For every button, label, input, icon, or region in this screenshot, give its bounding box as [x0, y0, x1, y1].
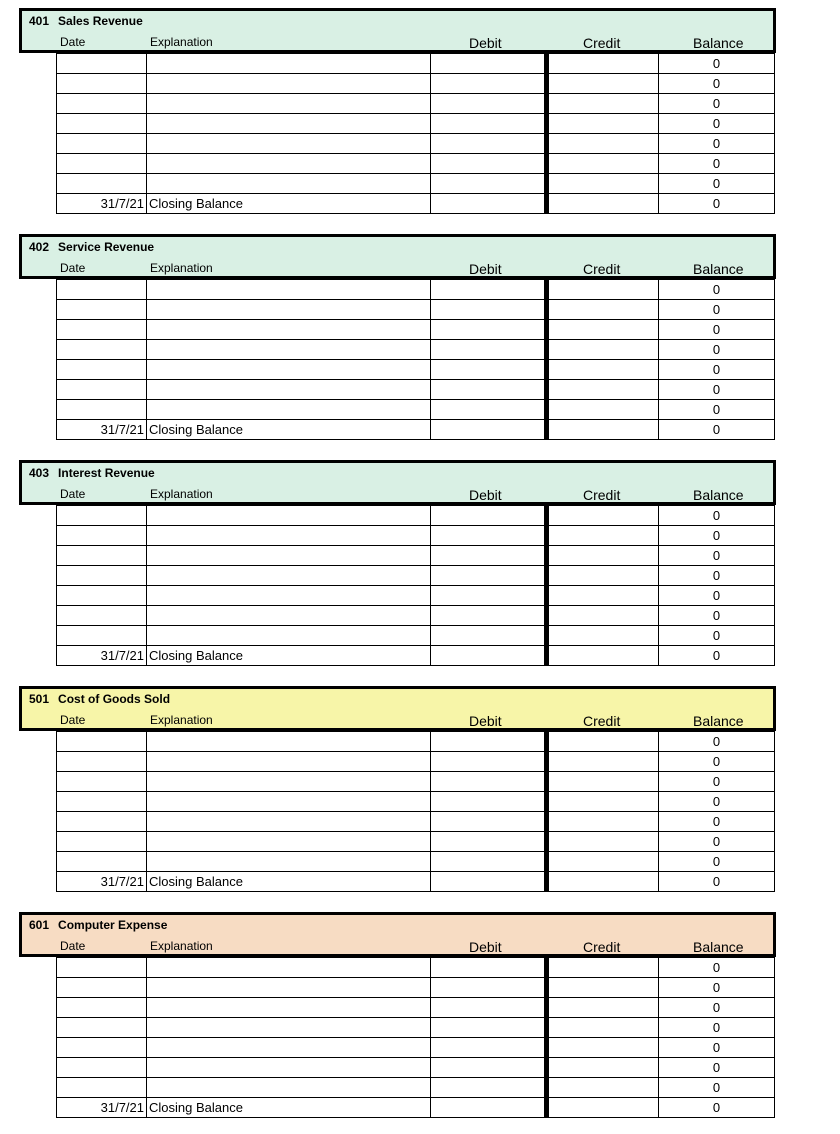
credit-cell[interactable]	[547, 606, 659, 626]
date-cell[interactable]	[57, 772, 147, 792]
account-title	[29, 14, 143, 28]
explanation-cell[interactable]	[147, 74, 431, 94]
explanation-cell[interactable]	[147, 360, 431, 380]
date-cell[interactable]	[57, 154, 147, 174]
table-row	[57, 1098, 775, 1118]
explanation-cell[interactable]	[147, 752, 431, 772]
debit-cell[interactable]	[431, 526, 547, 546]
table-row	[57, 74, 775, 94]
date-cell[interactable]	[57, 606, 147, 626]
explanation-cell[interactable]	[147, 978, 431, 998]
debit-column-header: Debit	[469, 487, 502, 503]
credit-cell[interactable]	[547, 832, 659, 852]
explanation-cell[interactable]: Closing Balance	[147, 646, 431, 666]
credit-cell[interactable]	[547, 154, 659, 174]
debit-cell[interactable]	[431, 1058, 547, 1078]
table-row	[57, 400, 775, 420]
account-number: 601	[29, 918, 50, 932]
table-row	[57, 1058, 775, 1078]
explanation-cell[interactable]	[147, 1078, 431, 1098]
explanation-cell[interactable]	[147, 1058, 431, 1078]
table-row	[57, 320, 775, 340]
balance-cell[interactable]: 0	[659, 174, 775, 194]
debit-cell[interactable]	[431, 154, 547, 174]
table-row	[57, 380, 775, 400]
account-number: 401	[29, 14, 50, 28]
explanation-cell[interactable]	[147, 320, 431, 340]
balance-cell[interactable]: 0	[659, 1018, 775, 1038]
table-row	[57, 54, 775, 74]
ledger-402	[19, 234, 776, 441]
table-row	[57, 194, 775, 214]
balance-cell[interactable]: 0	[659, 54, 775, 74]
date-column-header: Date	[60, 35, 86, 49]
credit-cell[interactable]	[547, 852, 659, 872]
credit-cell[interactable]	[547, 626, 659, 646]
table-row	[57, 114, 775, 134]
debit-cell[interactable]	[431, 546, 547, 566]
date-column-header: Date	[60, 713, 86, 727]
date-cell[interactable]	[57, 586, 147, 606]
balance-cell[interactable]: 0	[659, 280, 775, 300]
debit-cell[interactable]	[431, 1078, 547, 1098]
date-cell[interactable]	[57, 546, 147, 566]
date-column-header: Date	[60, 487, 86, 501]
table-row	[57, 852, 775, 872]
table-row	[57, 340, 775, 360]
explanation-cell[interactable]	[147, 174, 431, 194]
explanation-cell[interactable]	[147, 340, 431, 360]
date-cell[interactable]: 31/7/21	[57, 646, 147, 666]
date-cell[interactable]	[57, 360, 147, 380]
table-row	[57, 832, 775, 852]
debit-column-header: Debit	[469, 713, 502, 729]
explanation-cell[interactable]	[147, 958, 431, 978]
explanation-cell[interactable]	[147, 586, 431, 606]
account-title	[29, 466, 155, 480]
debit-column-header: Debit	[469, 35, 502, 51]
balance-cell[interactable]: 0	[659, 1098, 775, 1118]
debit-cell[interactable]	[431, 958, 547, 978]
credit-cell[interactable]	[547, 280, 659, 300]
balance-cell[interactable]: 0	[659, 94, 775, 114]
explanation-cell[interactable]	[147, 280, 431, 300]
balance-column-header: Balance	[693, 939, 744, 955]
table-row	[57, 280, 775, 300]
explanation-cell[interactable]: Closing Balance	[147, 1098, 431, 1118]
credit-cell[interactable]	[547, 1098, 659, 1118]
date-column-header: Date	[60, 261, 86, 275]
account-name: Cost of Goods Sold	[58, 692, 171, 706]
credit-cell[interactable]	[547, 74, 659, 94]
explanation-cell[interactable]	[147, 300, 431, 320]
date-column-header: Date	[60, 939, 86, 953]
date-cell[interactable]	[57, 300, 147, 320]
table-row	[57, 174, 775, 194]
date-cell[interactable]: 31/7/21	[57, 1098, 147, 1118]
credit-cell[interactable]	[547, 1018, 659, 1038]
debit-cell[interactable]	[431, 1098, 547, 1118]
date-cell[interactable]	[57, 1058, 147, 1078]
table-row	[57, 998, 775, 1018]
credit-cell[interactable]	[547, 506, 659, 526]
balance-cell[interactable]: 0	[659, 606, 775, 626]
balance-cell[interactable]: 0	[659, 646, 775, 666]
balance-cell[interactable]: 0	[659, 380, 775, 400]
credit-cell[interactable]	[547, 400, 659, 420]
credit-cell[interactable]	[547, 380, 659, 400]
date-cell[interactable]	[57, 54, 147, 74]
account-title	[29, 240, 154, 254]
balance-cell[interactable]: 0	[659, 74, 775, 94]
date-cell[interactable]	[57, 852, 147, 872]
credit-cell[interactable]	[547, 566, 659, 586]
debit-cell[interactable]	[431, 360, 547, 380]
credit-cell[interactable]	[547, 978, 659, 998]
credit-cell[interactable]	[547, 646, 659, 666]
explanation-cell[interactable]	[147, 1038, 431, 1058]
debit-cell[interactable]	[431, 812, 547, 832]
date-cell[interactable]	[57, 792, 147, 812]
ledger-header	[19, 8, 776, 53]
debit-cell[interactable]	[431, 280, 547, 300]
balance-cell[interactable]: 0	[659, 732, 775, 752]
ledger-table	[56, 731, 775, 892]
date-cell[interactable]	[57, 94, 147, 114]
table-row	[57, 300, 775, 320]
debit-cell[interactable]	[431, 732, 547, 752]
table-row	[57, 154, 775, 174]
explanation-cell[interactable]	[147, 526, 431, 546]
ledger-403	[19, 460, 776, 667]
credit-cell[interactable]	[547, 134, 659, 154]
debit-cell[interactable]	[431, 852, 547, 872]
table-row	[57, 546, 775, 566]
debit-cell[interactable]	[431, 772, 547, 792]
table-row	[57, 94, 775, 114]
table-row	[57, 1038, 775, 1058]
debit-cell[interactable]	[431, 74, 547, 94]
balance-cell[interactable]: 0	[659, 506, 775, 526]
balance-column-header: Balance	[693, 35, 744, 51]
credit-cell[interactable]	[547, 812, 659, 832]
credit-cell[interactable]	[547, 360, 659, 380]
credit-cell[interactable]	[547, 958, 659, 978]
credit-cell[interactable]	[547, 998, 659, 1018]
explanation-cell[interactable]	[147, 566, 431, 586]
balance-cell[interactable]: 0	[659, 300, 775, 320]
date-cell[interactable]	[57, 626, 147, 646]
credit-cell[interactable]	[547, 1058, 659, 1078]
balance-cell[interactable]: 0	[659, 626, 775, 646]
account-name: Service Revenue	[58, 240, 155, 254]
date-cell[interactable]	[57, 812, 147, 832]
table-row	[57, 606, 775, 626]
date-cell[interactable]	[57, 1018, 147, 1038]
explanation-cell[interactable]	[147, 792, 431, 812]
credit-column-header: Credit	[583, 261, 621, 277]
date-cell[interactable]	[57, 566, 147, 586]
debit-cell[interactable]	[431, 380, 547, 400]
explanation-column-header: Explanation	[150, 261, 213, 275]
ledger-table	[56, 53, 775, 214]
balance-cell[interactable]: 0	[659, 872, 775, 892]
debit-cell[interactable]	[431, 114, 547, 134]
explanation-cell[interactable]	[147, 94, 431, 114]
explanation-cell[interactable]	[147, 732, 431, 752]
explanation-column-header: Explanation	[150, 939, 213, 953]
explanation-cell[interactable]	[147, 606, 431, 626]
explanation-cell[interactable]	[147, 626, 431, 646]
balance-column-header: Balance	[693, 487, 744, 503]
explanation-cell[interactable]	[147, 400, 431, 420]
explanation-cell[interactable]	[147, 812, 431, 832]
account-title	[29, 918, 167, 932]
date-cell[interactable]	[57, 958, 147, 978]
explanation-cell[interactable]	[147, 772, 431, 792]
table-row	[57, 626, 775, 646]
table-row	[57, 1078, 775, 1098]
debit-cell[interactable]	[431, 998, 547, 1018]
explanation-column-header: Explanation	[150, 487, 213, 501]
balance-cell[interactable]: 0	[659, 134, 775, 154]
credit-cell[interactable]	[547, 526, 659, 546]
ledger-table	[56, 279, 775, 440]
balance-cell[interactable]: 0	[659, 114, 775, 134]
ledger-table	[56, 505, 775, 666]
table-row	[57, 752, 775, 772]
explanation-cell[interactable]	[147, 134, 431, 154]
balance-cell[interactable]: 0	[659, 320, 775, 340]
balance-column-header: Balance	[693, 713, 744, 729]
date-cell[interactable]	[57, 732, 147, 752]
date-cell[interactable]	[57, 380, 147, 400]
explanation-cell[interactable]: Closing Balance	[147, 194, 431, 214]
explanation-column-header: Explanation	[150, 35, 213, 49]
balance-cell[interactable]: 0	[659, 812, 775, 832]
balance-cell[interactable]: 0	[659, 586, 775, 606]
credit-cell[interactable]	[547, 114, 659, 134]
balance-cell[interactable]: 0	[659, 566, 775, 586]
date-cell[interactable]	[57, 752, 147, 772]
account-name: Sales Revenue	[58, 14, 143, 28]
table-row	[57, 646, 775, 666]
ledger-header	[19, 912, 776, 957]
credit-cell[interactable]	[547, 94, 659, 114]
debit-cell[interactable]	[431, 94, 547, 114]
table-row	[57, 772, 775, 792]
explanation-cell[interactable]	[147, 832, 431, 852]
table-row	[57, 872, 775, 892]
credit-cell[interactable]	[547, 1078, 659, 1098]
explanation-cell[interactable]	[147, 380, 431, 400]
credit-cell[interactable]	[547, 300, 659, 320]
debit-cell[interactable]	[431, 792, 547, 812]
date-cell[interactable]	[57, 832, 147, 852]
debit-cell[interactable]	[431, 400, 547, 420]
credit-column-header: Credit	[583, 487, 621, 503]
balance-column-header: Balance	[693, 261, 744, 277]
table-row	[57, 506, 775, 526]
credit-cell[interactable]	[547, 194, 659, 214]
date-cell[interactable]: 31/7/21	[57, 194, 147, 214]
debit-cell[interactable]	[431, 194, 547, 214]
debit-cell[interactable]	[431, 566, 547, 586]
table-row	[57, 586, 775, 606]
debit-cell[interactable]	[431, 340, 547, 360]
credit-cell[interactable]	[547, 320, 659, 340]
credit-cell[interactable]	[547, 546, 659, 566]
credit-cell[interactable]	[547, 340, 659, 360]
date-cell[interactable]	[57, 1078, 147, 1098]
date-cell[interactable]	[57, 978, 147, 998]
account-number: 403	[29, 466, 50, 480]
credit-cell[interactable]	[547, 772, 659, 792]
debit-cell[interactable]	[431, 1018, 547, 1038]
account-number: 402	[29, 240, 50, 254]
table-row	[57, 792, 775, 812]
debit-column-header: Debit	[469, 261, 502, 277]
credit-cell[interactable]	[547, 1038, 659, 1058]
credit-cell[interactable]	[547, 586, 659, 606]
debit-cell[interactable]	[431, 606, 547, 626]
table-row	[57, 978, 775, 998]
credit-cell[interactable]	[547, 54, 659, 74]
balance-cell[interactable]: 0	[659, 546, 775, 566]
account-name: Interest Revenue	[58, 466, 155, 480]
debit-cell[interactable]	[431, 174, 547, 194]
debit-cell[interactable]	[431, 1038, 547, 1058]
credit-column-header: Credit	[583, 713, 621, 729]
debit-cell[interactable]	[431, 872, 547, 892]
date-cell[interactable]	[57, 400, 147, 420]
explanation-cell[interactable]	[147, 506, 431, 526]
debit-cell[interactable]	[431, 586, 547, 606]
ledger-501	[19, 686, 776, 893]
date-cell[interactable]	[57, 74, 147, 94]
balance-cell[interactable]: 0	[659, 154, 775, 174]
date-cell[interactable]	[57, 134, 147, 154]
balance-cell[interactable]: 0	[659, 194, 775, 214]
balance-cell[interactable]: 0	[659, 1038, 775, 1058]
credit-cell[interactable]	[547, 174, 659, 194]
explanation-cell[interactable]	[147, 114, 431, 134]
date-cell[interactable]	[57, 174, 147, 194]
credit-cell[interactable]	[547, 732, 659, 752]
debit-cell[interactable]	[431, 978, 547, 998]
balance-cell[interactable]: 0	[659, 832, 775, 852]
credit-cell[interactable]	[547, 792, 659, 812]
credit-cell[interactable]	[547, 872, 659, 892]
debit-cell[interactable]	[431, 300, 547, 320]
balance-cell[interactable]: 0	[659, 340, 775, 360]
ledger-header	[19, 234, 776, 279]
table-row	[57, 812, 775, 832]
debit-cell[interactable]	[431, 320, 547, 340]
ledger-header	[19, 460, 776, 505]
explanation-cell[interactable]	[147, 998, 431, 1018]
debit-cell[interactable]	[431, 752, 547, 772]
balance-cell[interactable]: 0	[659, 1078, 775, 1098]
debit-cell[interactable]	[431, 420, 547, 440]
date-cell[interactable]	[57, 506, 147, 526]
balance-cell[interactable]: 0	[659, 772, 775, 792]
balance-cell[interactable]: 0	[659, 852, 775, 872]
credit-column-header: Credit	[583, 35, 621, 51]
explanation-cell[interactable]	[147, 54, 431, 74]
table-row	[57, 360, 775, 380]
table-row	[57, 1018, 775, 1038]
balance-cell[interactable]: 0	[659, 1058, 775, 1078]
balance-cell[interactable]: 0	[659, 958, 775, 978]
credit-column-header: Credit	[583, 939, 621, 955]
debit-cell[interactable]	[431, 626, 547, 646]
debit-column-header: Debit	[469, 939, 502, 955]
table-row	[57, 134, 775, 154]
explanation-column-header: Explanation	[150, 713, 213, 727]
explanation-cell[interactable]	[147, 852, 431, 872]
account-name: Computer Expense	[58, 918, 168, 932]
debit-cell[interactable]	[431, 54, 547, 74]
account-number: 501	[29, 692, 50, 706]
ledger-table	[56, 957, 775, 1118]
table-row	[57, 732, 775, 752]
explanation-cell[interactable]: Closing Balance	[147, 420, 431, 440]
ledger-header	[19, 686, 776, 731]
date-cell[interactable]	[57, 280, 147, 300]
date-cell[interactable]	[57, 998, 147, 1018]
credit-cell[interactable]	[547, 752, 659, 772]
balance-cell[interactable]: 0	[659, 752, 775, 772]
balance-cell[interactable]: 0	[659, 420, 775, 440]
balance-cell[interactable]: 0	[659, 978, 775, 998]
balance-cell[interactable]: 0	[659, 792, 775, 812]
date-cell[interactable]	[57, 114, 147, 134]
date-cell[interactable]: 31/7/21	[57, 420, 147, 440]
debit-cell[interactable]	[431, 832, 547, 852]
account-title	[29, 692, 170, 706]
debit-cell[interactable]	[431, 506, 547, 526]
ledger-601	[19, 912, 776, 1119]
balance-cell[interactable]: 0	[659, 400, 775, 420]
balance-cell[interactable]: 0	[659, 526, 775, 546]
explanation-cell[interactable]	[147, 546, 431, 566]
date-cell[interactable]	[57, 320, 147, 340]
balance-cell[interactable]: 0	[659, 360, 775, 380]
balance-cell[interactable]: 0	[659, 998, 775, 1018]
credit-cell[interactable]	[547, 420, 659, 440]
explanation-cell[interactable]	[147, 154, 431, 174]
table-row	[57, 420, 775, 440]
debit-cell[interactable]	[431, 134, 547, 154]
explanation-cell[interactable]: Closing Balance	[147, 872, 431, 892]
table-row	[57, 566, 775, 586]
date-cell[interactable]: 31/7/21	[57, 872, 147, 892]
date-cell[interactable]	[57, 340, 147, 360]
date-cell[interactable]	[57, 1038, 147, 1058]
date-cell[interactable]	[57, 526, 147, 546]
table-row	[57, 958, 775, 978]
explanation-cell[interactable]	[147, 1018, 431, 1038]
debit-cell[interactable]	[431, 646, 547, 666]
table-row	[57, 526, 775, 546]
ledger-401	[19, 8, 776, 215]
